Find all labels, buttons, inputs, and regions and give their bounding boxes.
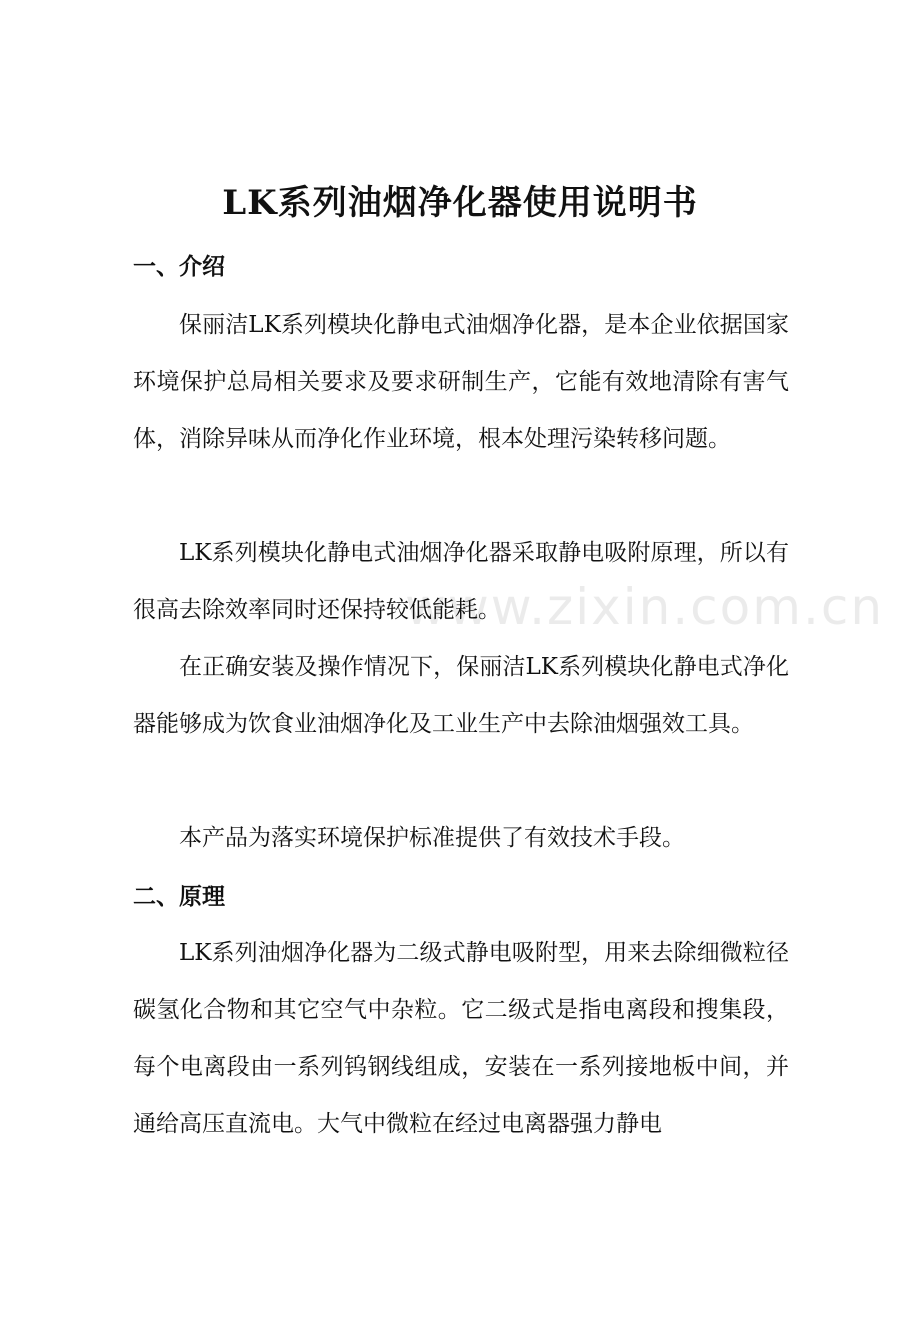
paragraph-intro-4: 本产品为落实环境保护标准提供了有效技术手段。 [179, 825, 685, 851]
section-heading-principle: 二、原理 [133, 883, 225, 910]
watermark-text: www.zixin.com.cn [405, 578, 885, 636]
section-heading-introduction: 一、介绍 [133, 253, 225, 280]
paragraph-principle-1: LK系列油烟净化器为二级式静电吸附型，用来去除细微粒径碳氢化合物和其它空气中杂粒。它二级式是指电离段和搜集段，每个电离段由一系列钨钢线组成，安装在一系列接地板中间，并通给高压直流电。大气中微粒在经过电离器强力静电 [133, 940, 789, 1137]
document-title: LK系列油烟净化器使用说明书 [222, 183, 698, 223]
paragraph-intro-2: LK系列模块化静电式油烟净化器采取静电吸附原理，所以有很高去除效率同时还保持较低能耗。 [133, 540, 789, 623]
paragraph-intro-1: 保丽洁LK系列模块化静电式油烟净化器，是本企业依据国家环境保护总局相关要求及要求研制生产，它能有效地清除有害气体，消除异味从而净化作业环境，根本处理污染转移问题。 [133, 312, 789, 452]
paragraph-intro-3: 在正确安装及操作情况下，保丽洁LK系列模块化静电式净化器能够成为饮食业油烟净化及工业生产中去除油烟强效工具。 [133, 654, 789, 737]
